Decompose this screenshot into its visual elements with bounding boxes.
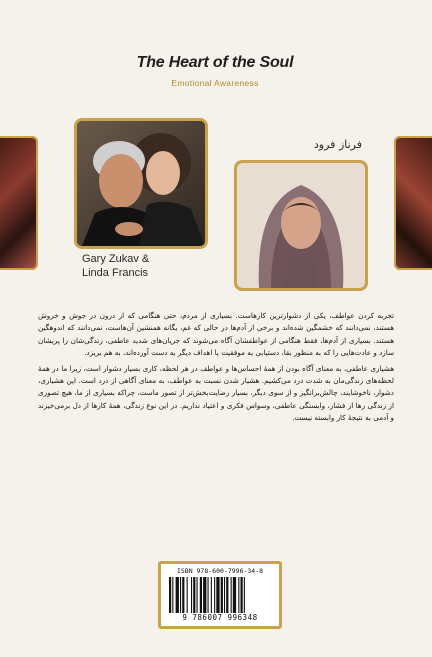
barcode-bar [193,577,195,613]
authors-photo-image [77,121,205,246]
barcode-bar [182,577,184,613]
book-subtitle: Emotional Awareness [171,78,259,88]
translator-name: فرناز فرود [313,138,362,151]
barcode-bar [187,577,188,613]
barcode-bar [180,577,181,613]
blurb [38,310,394,428]
barcode-bar [233,577,236,613]
barcode-bar [224,577,225,613]
author-name-1: Gary Zukav & [82,253,150,265]
authors-names [82,252,202,280]
barcode-bar [169,577,171,613]
blurb-paragraph-2: هشیاری عاطفی، به معنای آگاه بودن از همهٔ احساس‌ها و عواطف در هر لحظه، کاری بسیار دشوار است، زیرا ما در همهٔ لحظه‌های زندگی‌مان به شدت درد می‌کشیم. هشیار شدن نسبت به عواطف، به معنای آگاهی از درد است. این هشیاری، دشوار، ناخوشایند، چالش‌برانگیز و از سوی دیگر، بسیار رضایت‌بخش‌تر از تصور ماست، چراکه بسیاری از ما، هیچ تصوری از زندگی رها از فشار، وابستگی عاطفی، وسواس فکری و اعتیاد نداریم. در این نوع زندگی، همهٔ کارها از دل برمی‌خیزند و آدمی به نتیجهٔ کار وابسته نیست. [38,363,394,423]
left-edge-artwork [0,136,38,270]
barcode-bar [226,577,228,613]
barcode-bar [172,577,173,613]
translator-photo [234,160,368,291]
barcode-bar [203,577,206,613]
barcode-bar [231,577,232,613]
barcode-bar [238,577,239,613]
translator-photo-image [237,163,365,288]
barcode-bar [216,577,219,613]
blurb-paragraph-1: تجربه کردن عواطف، یکی از دشوارترین کارهاست. بسیاری از مردم، حتی هنگامی که از درون در جوش و خروش هستند، نمی‌دانند که خشمگین شده‌اند و برخی از آدم‌ها در حالی که غم، یگانه همنشین آن‌هاست، نمی‌دانند که اندوهگین هستند. بسیاری از آدم‌ها، فقط هنگامی از عواطفشان آگاه می‌شوند که جریان‌های شدید عاطفی، زندگی‌شان را پریشان سازد و عادت‌هایی را که به منظور بقا، دستیابی به موفقیت یا اهداف دیگر به دست آورده‌اند، به هم بریزد. [38,311,394,358]
authors-photo [74,118,208,249]
barcode-bar [241,577,243,613]
barcode-bar [214,577,215,613]
barcode-bars [169,577,271,613]
barcode-bar [191,577,192,613]
barcode-bar [197,577,198,613]
barcode-digits: 9 786007 996348 [182,613,258,622]
isbn-label: ISBN 978-600-7996-34-8 [176,567,264,575]
author-name-2: Linda Francis [82,267,149,279]
isbn-barcode [158,561,282,629]
barcode-bar [211,577,212,613]
barcode-bar [200,577,202,613]
barcode-bar [208,577,209,613]
barcode-bar [176,577,179,613]
barcode-bar [221,577,223,613]
barcode-bar [244,577,245,613]
book-title: The Heart of the Soul [136,54,294,71]
right-edge-artwork [394,136,432,270]
